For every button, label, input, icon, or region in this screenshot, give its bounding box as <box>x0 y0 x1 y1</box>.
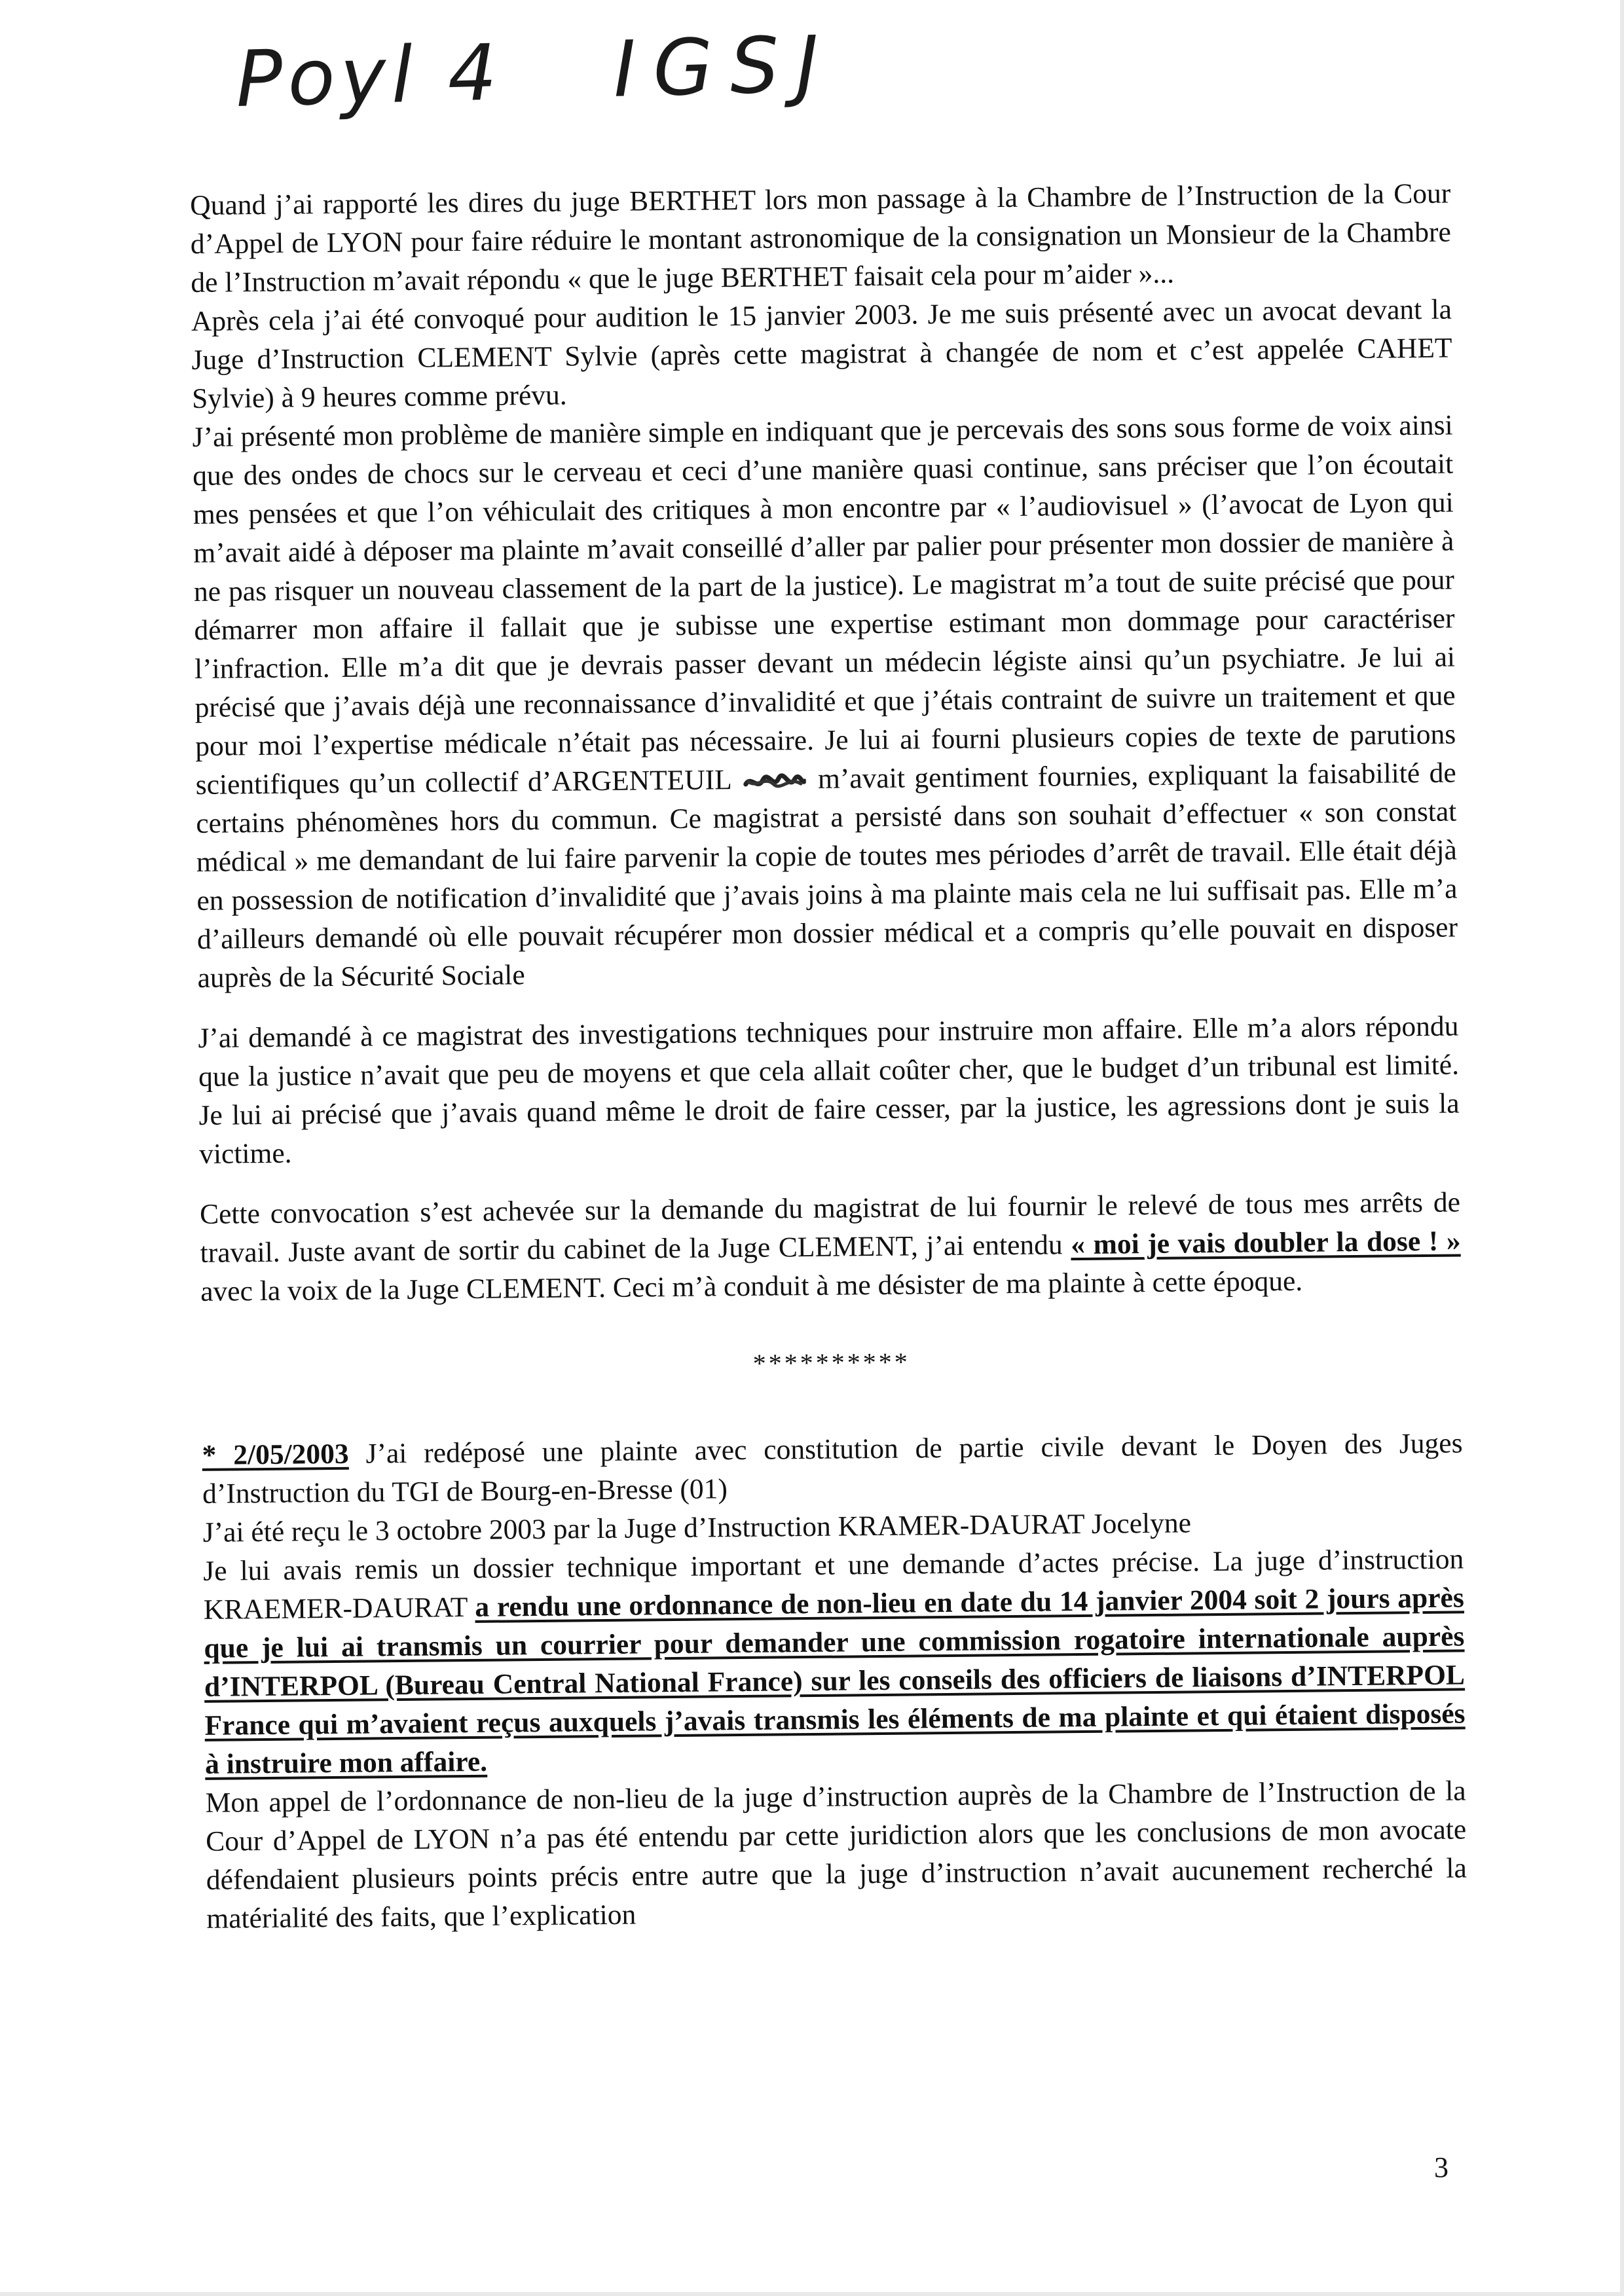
paragraph-end-part1: Cette convocation s’est achevée sur la demande du magistrat de lui fournir le relevé de tous mes arrêts de travail. Juste avant de sortir du cabinet de la Juge CLEMENT, j’ai entendu <box>199 1186 1461 1269</box>
letter-body <box>190 175 1467 1939</box>
non-lieu-part1: Je lui avais remis un dossier technique important et une demande d’actes précise. La juge d’instruction KRAEMER-DAURAT <box>203 1543 1464 1626</box>
paragraph-new-complaint <box>202 1424 1463 1513</box>
complaint-date: * 2/05/2003 <box>202 1438 349 1471</box>
paragraph-non-lieu <box>203 1540 1466 1783</box>
paragraph-berthet: Quand j’ai rapporté les dires du juge BERTHET lors mon passage à la Chambre de l’Instruction de la Cour d’Appel de LYON pour faire réduire le montant astronomique de la consignation un Monsieur de la Chambre de l’Instruction m’avait répondu « que le juge BERTHET faisait cela pour m’aider »... <box>190 177 1451 299</box>
handwritten-note-left: Poyl 4 <box>234 27 504 124</box>
paragraph-investigations: J’ai demandé à ce magistrat des investigations techniques pour instruire mon affaire. Elle m’a alors répondu que la justice n’avait que peu de moyens et que cela allait coûter cher, que le budget d’un tribunal est limité. Je lui ai précisé que j’avais quand même le droit de faire cesser, par la justice, les agressions dont je suis la victime. <box>198 1010 1460 1170</box>
paragraph-end-convocation <box>200 1183 1462 1311</box>
paragraph-end-part2: avec la voix de la Juge CLEMENT. Ceci m’à conduit à me désister de ma plainte à cette époque. <box>200 1265 1303 1307</box>
non-lieu-emphasis: a rendu une ordonnance de non-lieu en date du 14 janvier 2004 soit 2 jours après que je lui ai transmis un courrier pour demander une commission rogatoire internationale auprès d’INTERPOL (Bureau Central National France) sur les conseils des officiers de liaisons d’INTERPOL France qui m’avaient reçus auxquels j’avais transmis les éléments de ma plainte et qui étaient disposés à instruire mon affaire. <box>204 1582 1466 1780</box>
paragraph-reception: J’ai été reçu le 3 octobre 2003 par la Juge d’Instruction KRAMER-DAURAT Jocelyne <box>202 1507 1192 1548</box>
paragraph-convocation: Après cela j’ai été convoqué pour audition le 15 janvier 2003. Je me suis présenté avec un avocat devant la Juge d’Instruction CLEMENT Sylvie (après cette magistrat à changée de nom et c’est appelée CAHET Sylvie) à 9 heures comme prévu. <box>191 293 1452 414</box>
handwritten-note-right: IGSJ <box>612 18 838 115</box>
section-separator: ********** <box>752 1347 910 1378</box>
paragraph-problem-description <box>192 407 1458 998</box>
paragraph-problem-part2: m’avait gentiment fournies, expliquant la faisabilité de certains phénomènes hors du commun. Ce magistrat a persisté dans son souhait d’effectuer « son constat médical » me demandant de lui faire parvenir la copie de toutes mes périodes d’arrêt de travail. Elle était déjà en possession de notification d’invalidité que j’avais joins à ma plainte mais cela ne lui suffisait pas. Elle m’a d’ailleurs demandé où elle pouvait récupérer mon dossier médical et a compris qu’elle pouvait en disposer auprès de la Sécurité Sociale <box>196 757 1458 994</box>
quoted-phrase: « moi je vais doubler la dose ! » <box>1071 1225 1461 1261</box>
page-number: 3 <box>1434 2151 1449 2183</box>
paragraph-problem-part1: J’ai présenté mon problème de manière simple en indiquant que je percevais des sons sous forme de voix ainsi que des ondes de chocs sur le cerveau et ceci d’une manière quasi continue, sans préciser que l’on écoutait mes pensées et que l’on véhiculait des critiques à mon encontre par « l’audiovisuel » (l’avocat de Lyon qui m’avait aidé à déposer ma plainte m’avait conseillé d’aller par palier pour présenter mon dossier de manière à ne pas risquer un nouveau classement de la part de la justice). Le magistrat m’a tout de suite précisé que pour démarrer mon affaire il fallait que je subisse une expertise estimant mon dommage pour caractériser l’infraction. Elle m’a dit que je devrais passer devant un médecin légiste ainsi qu’un psychiatre. Je lui ai précisé que j’avais déjà une reconnaissance d’invalidité et que j’étais contraint de suivre un traitement et que pour moi l’expertise médicale n’était pas nécessaire. Je lui ai fourni plusieurs copies de texte de parutions scientifiques qu’un collectif d’ARGENTEUIL <box>192 409 1456 801</box>
complaint-text: J’ai redéposé une plainte avec constitution de partie civile devant le Doyen des Juges d’Instruction du TGI de Bourg-en-Bresse (01) <box>202 1427 1463 1510</box>
handwritten-annotation <box>234 18 837 124</box>
redaction-scribble <box>743 772 805 792</box>
paragraph-appeal: Mon appel de l’ordonnance de non-lieu de la juge d’instruction auprès de la Chambre de l’Instruction de la Cour d’Appel de LYON n’a pas été entendu par cette juridiction alors que les conclusions de mon avocate défendaient plusieurs points précis entre autre que la juge d’instruction n’avait aucunement recherché la matérialité des faits, que l’explication <box>205 1775 1467 1935</box>
